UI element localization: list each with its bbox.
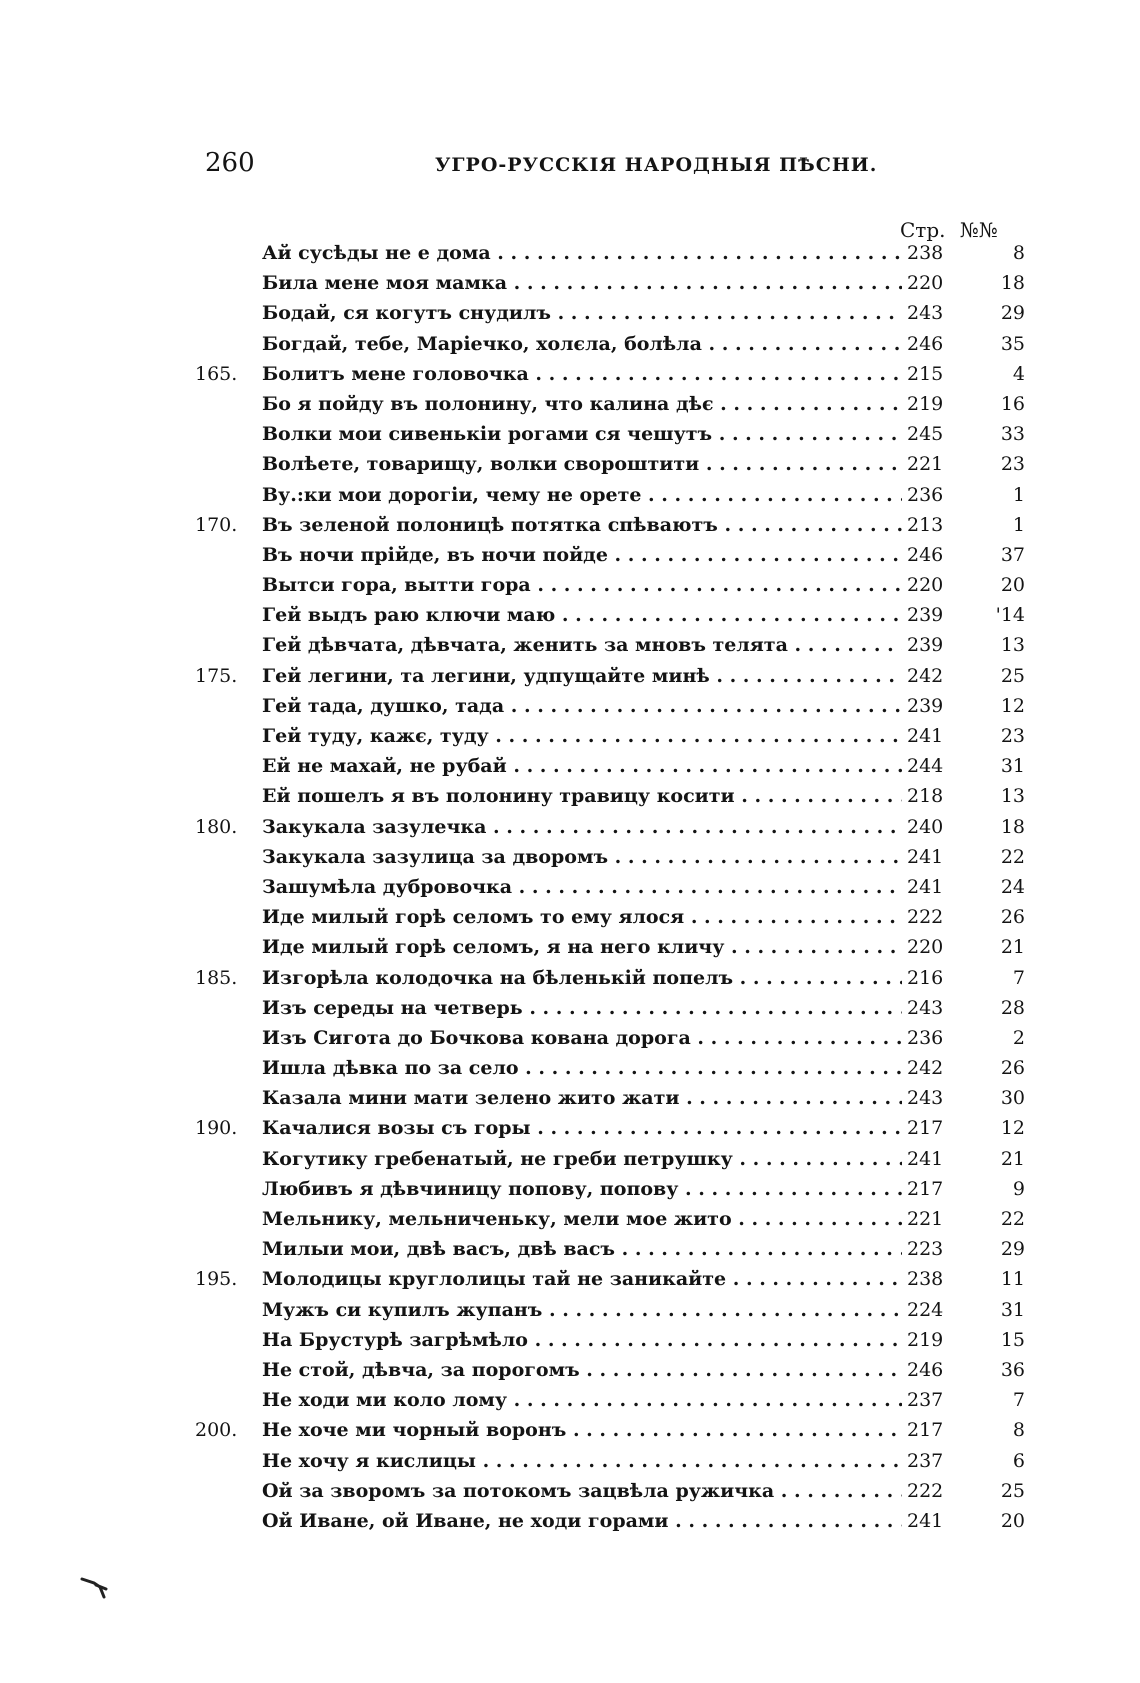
song-index [195, 238, 1025, 1536]
index-row [195, 661, 1025, 691]
page-reference: 241 [907, 875, 944, 898]
page-reference: 243 [907, 302, 944, 325]
entry-number: 185. [195, 966, 238, 989]
song-title: Иде милый горѣ селомъ, я на него кличу . . . [262, 932, 902, 962]
song-number: 26 [1000, 1057, 1025, 1080]
song-number: 8 [1012, 242, 1025, 264]
song-title: Болитъ мене головочка . . . [262, 359, 902, 389]
page-reference: 244 [907, 755, 944, 778]
page-number: 260 [205, 148, 255, 178]
page-reference: 219 [907, 392, 944, 415]
page-reference: 239 [907, 634, 944, 657]
song-title: Изъ Сигота до Бочкова кована дорога . . . [262, 1023, 902, 1053]
song-number: 28 [1000, 996, 1025, 1019]
running-title: УГРО-РУССКІЯ НАРОДНЫЯ ПѢСНИ. [435, 154, 878, 176]
index-row [195, 268, 1025, 298]
index-row [195, 1023, 1025, 1053]
index-row [195, 1113, 1025, 1143]
page-reference: 246 [907, 332, 944, 355]
song-title: Гей туду, кажє, туду . . . [262, 721, 902, 751]
page-reference: 242 [907, 1057, 944, 1080]
entry-number: 165. [195, 362, 238, 385]
song-number: 30 [1000, 1087, 1025, 1110]
page-reference: 222 [907, 1479, 944, 1502]
index-row [195, 993, 1025, 1023]
song-title: Качалися возы съ горы . . . [262, 1113, 902, 1143]
song-number: 13 [1000, 634, 1025, 657]
song-title: Изъ середы на четверь . . . [262, 993, 902, 1023]
page-reference: 240 [907, 815, 944, 838]
song-number: 36 [1000, 1358, 1025, 1381]
page-reference: 215 [907, 362, 944, 385]
index-row [195, 510, 1025, 540]
song-title: Не стой, дѣвча, за порогомъ . . . [262, 1355, 902, 1385]
song-number: 9 [1012, 1177, 1025, 1200]
index-row [195, 812, 1025, 842]
song-number: 24 [1000, 875, 1025, 898]
entry-number: 195. [195, 1268, 238, 1291]
song-number: 18 [1000, 272, 1025, 295]
song-title: Ой за зворомъ за потокомъ зацвѣла ружичка . . . [262, 1476, 902, 1506]
index-row [195, 1415, 1025, 1445]
song-title: Гей тада, душко, тада . . . [262, 691, 902, 721]
entry-number: 170. [195, 513, 238, 536]
song-title: Била мене моя мамка . . . [262, 268, 902, 298]
index-row [195, 721, 1025, 751]
index-row [195, 751, 1025, 781]
song-title: Ву.:ки мои дорогіи, чему не орете . . . [262, 480, 902, 510]
page-reference: 221 [907, 453, 944, 476]
index-row [195, 1234, 1025, 1264]
song-number: 12 [1000, 694, 1025, 717]
page-reference: 220 [907, 936, 944, 959]
index-row [195, 540, 1025, 570]
song-number: 18 [1000, 815, 1025, 838]
entry-number: 180. [195, 815, 238, 838]
song-title: Мельнику, мельниченьку, мели мое жито . . . [262, 1204, 902, 1234]
page-reference: 246 [907, 1358, 944, 1381]
page-reference: 246 [907, 543, 944, 566]
index-row [195, 480, 1025, 510]
page-reference: 219 [907, 1328, 944, 1351]
entry-number: 175. [195, 664, 238, 687]
index-row [195, 1476, 1025, 1506]
song-title: Зашумѣла дубровочка . . . [262, 872, 902, 902]
song-title: Когутику гребенатый, не греби петрушку . . . [262, 1144, 902, 1174]
song-title: Молодицы круглолицы тай не заникайте . . . [262, 1264, 902, 1294]
index-row [195, 963, 1025, 993]
index-row [195, 1446, 1025, 1476]
song-title: На Брустурѣ загрѣмѣло . . . [262, 1325, 902, 1355]
index-row [195, 359, 1025, 389]
song-number: 16 [1000, 392, 1025, 415]
index-row [195, 1355, 1025, 1385]
song-title: Любивъ я дѣвчиницу попову, попову . . . [262, 1174, 902, 1204]
index-row [195, 1295, 1025, 1325]
song-number: 25 [1000, 1479, 1025, 1502]
song-number: 15 [1000, 1328, 1025, 1351]
song-number: 7 [1012, 1389, 1025, 1412]
number-column-label: №№ [959, 218, 998, 242]
index-row [195, 1053, 1025, 1083]
song-number: '14 [995, 604, 1025, 627]
index-row [195, 1204, 1025, 1234]
song-number: 29 [1000, 302, 1025, 325]
song-number: 4 [1012, 362, 1025, 385]
index-row [195, 1264, 1025, 1294]
song-number: 8 [1012, 1419, 1025, 1442]
song-number: 23 [1000, 453, 1025, 476]
page-reference: 241 [907, 725, 944, 747]
song-title: Милыи мои, двѣ васъ, двѣ васъ . . . [262, 1234, 902, 1264]
page-header [205, 148, 1025, 188]
index-row [195, 570, 1025, 600]
song-title: Въ ночи прійде, въ ночи пойде . . . [262, 540, 902, 570]
song-title: Закукала зазулица за дворомъ . . . [262, 842, 902, 872]
index-row [195, 298, 1025, 328]
song-title: Ой Иване, ой Иване, не ходи горами . . . [262, 1506, 902, 1536]
song-title: Мужъ си купилъ жупанъ . . . [262, 1295, 902, 1325]
song-title: Богдай, тебе, Маріечко, холєла, болѣла . . . [262, 329, 902, 359]
song-number: 23 [1000, 725, 1025, 747]
song-title: Казала мини мати зелено жито жати . . . [262, 1083, 902, 1113]
page-reference: 237 [907, 1389, 944, 1412]
song-number: 20 [1000, 1509, 1025, 1532]
song-number: 20 [1000, 574, 1025, 597]
index-row [195, 1083, 1025, 1113]
page-reference: 217 [907, 1419, 944, 1442]
song-number: 6 [1012, 1449, 1025, 1472]
song-number: 26 [1000, 906, 1025, 929]
song-title: Иде милый горѣ селомъ то ему ялося . . . [262, 902, 902, 932]
page-reference: 241 [907, 845, 944, 868]
index-row [195, 902, 1025, 932]
song-number: 33 [1000, 423, 1025, 446]
index-row [195, 630, 1025, 660]
index-row [195, 1506, 1025, 1536]
page-reference: 224 [907, 1298, 944, 1321]
index-row [195, 238, 1025, 268]
index-row [195, 1325, 1025, 1355]
page-reference: 218 [907, 785, 944, 808]
song-number: 31 [1000, 755, 1025, 778]
song-number: 22 [1000, 845, 1025, 868]
song-title: Закукала зазулечка . . . [262, 812, 902, 842]
song-title: Ей пошелъ я въ полонину травицу косити . . . [262, 781, 902, 811]
page-reference: 238 [907, 242, 944, 264]
index-row [195, 600, 1025, 630]
page-reference: 216 [907, 966, 944, 989]
song-number: 12 [1000, 1117, 1025, 1140]
song-title: Ай сусѣды не е дома . . . [262, 238, 902, 268]
page-reference: 237 [907, 1449, 944, 1472]
song-number: 25 [1000, 664, 1025, 687]
page-reference: 213 [907, 513, 944, 536]
page-reference: 241 [907, 1147, 944, 1170]
index-row [195, 1144, 1025, 1174]
song-title: Волки мои сивенькіи рогами ся чешутъ . . . [262, 419, 902, 449]
page-reference: 239 [907, 694, 944, 717]
song-title: Въ зеленой полоницѣ потятка спѣваютъ . . . [262, 510, 902, 540]
song-number: 11 [1000, 1268, 1025, 1291]
index-row [195, 1385, 1025, 1415]
page-reference: 243 [907, 996, 944, 1019]
index-row [195, 419, 1025, 449]
song-number: 22 [1000, 1208, 1025, 1230]
song-title: Ишла дѣвка по за село . . . [262, 1053, 902, 1083]
song-number: 31 [1000, 1298, 1025, 1321]
index-row [195, 691, 1025, 721]
page-reference: 236 [907, 1026, 944, 1049]
index-row [195, 842, 1025, 872]
song-title: Гей выдъ раю ключи маю . . . [262, 600, 902, 630]
song-number: 37 [1000, 543, 1025, 566]
index-row [195, 389, 1025, 419]
song-title: Не хочу я кислицы . . . [262, 1446, 902, 1476]
song-number: 7 [1012, 966, 1025, 989]
page-reference: 236 [907, 483, 944, 506]
entry-number: 190. [195, 1117, 238, 1140]
song-number: 2 [1012, 1026, 1025, 1049]
index-row [195, 781, 1025, 811]
song-title: Гей дѣвчата, дѣвчата, женить за мновъ телята . . . [262, 630, 902, 660]
index-row [195, 932, 1025, 962]
song-title: Вытси гора, вытти гора . . . [262, 570, 902, 600]
song-title: Изгорѣла колодочка на бѣленькій попелъ . . . [262, 963, 902, 993]
song-number: 21 [1000, 936, 1025, 959]
stray-ink-mark [80, 1575, 116, 1601]
song-number: 21 [1000, 1147, 1025, 1170]
page-reference: 223 [907, 1238, 944, 1261]
page-reference: 245 [907, 423, 944, 446]
song-title: Не ходи ми коло лому . . . [262, 1385, 902, 1415]
song-title: Не хоче ми чорный воронъ . . . [262, 1415, 902, 1445]
song-number: 29 [1000, 1238, 1025, 1261]
index-row [195, 329, 1025, 359]
song-number: 13 [1000, 785, 1025, 808]
page-reference: 220 [907, 272, 944, 295]
index-row [195, 1174, 1025, 1204]
page-reference: 243 [907, 1087, 944, 1110]
song-title: Гей легини, та легини, удпущайте минѣ . . . [262, 661, 902, 691]
page-reference: 242 [907, 664, 944, 687]
page-column-label: Стр. [900, 218, 946, 242]
page-reference: 220 [907, 574, 944, 597]
song-title: Волѣете, товарищу, волки свороштити . . . [262, 449, 902, 479]
index-row [195, 449, 1025, 479]
song-title: Бо я пойду въ полонину, что калина дѣє . . . [262, 389, 902, 419]
song-number: 35 [1000, 332, 1025, 355]
page-reference: 217 [907, 1177, 944, 1200]
song-title: Ей не махай, не рубай . . . [262, 751, 902, 781]
song-number: 1 [1012, 483, 1025, 506]
index-row [195, 872, 1025, 902]
page-reference: 238 [907, 1268, 944, 1291]
page-reference: 217 [907, 1117, 944, 1140]
page-reference: 222 [907, 906, 944, 929]
song-number: 1 [1012, 513, 1025, 536]
song-title: Бодай, ся когутъ снудилъ . . . [262, 298, 902, 328]
page-reference: 241 [907, 1509, 944, 1532]
page-reference: 221 [907, 1208, 944, 1230]
entry-number: 200. [195, 1419, 238, 1442]
page-reference: 239 [907, 604, 944, 627]
